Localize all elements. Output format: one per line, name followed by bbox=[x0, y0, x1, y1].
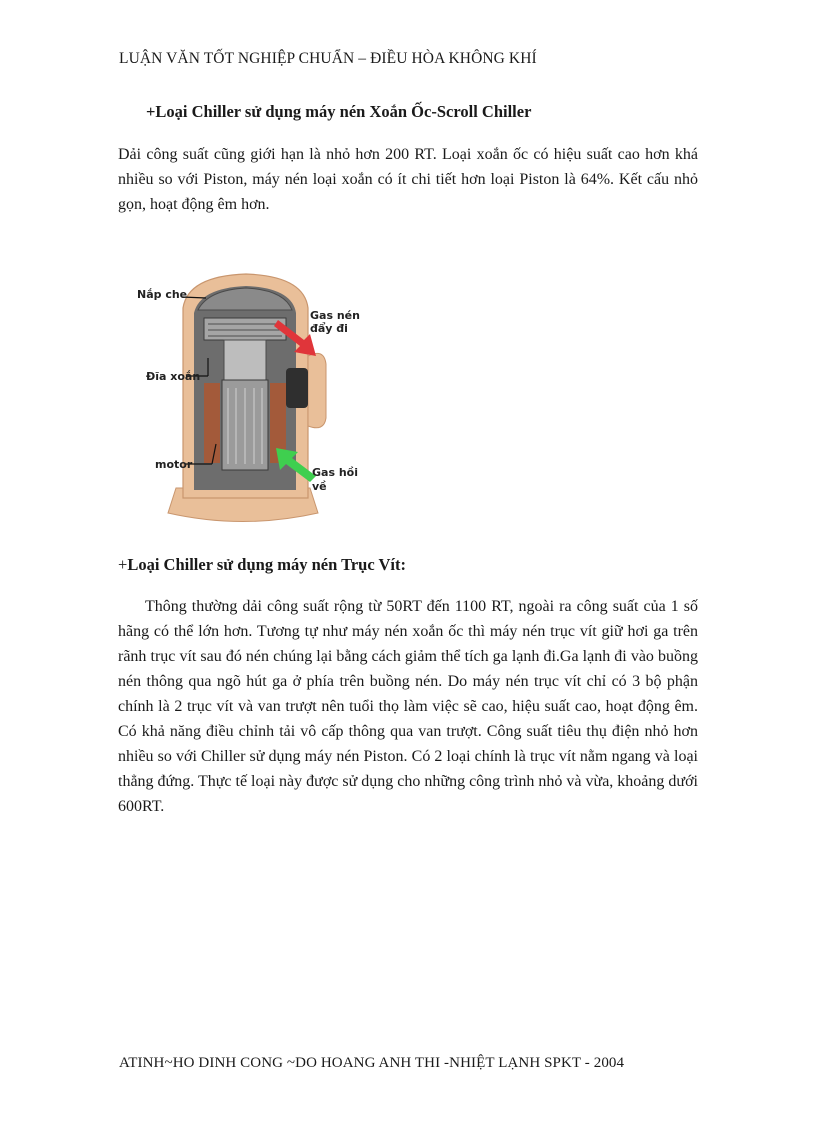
shaft-housing bbox=[224, 340, 266, 380]
label-gas-out-1: Gas nén bbox=[310, 309, 360, 322]
label-scroll: Đĩa xoắn bbox=[146, 370, 201, 383]
scroll-chiller-heading: +Loại Chiller sử dụng máy nén Xoắn Ốc-Scroll Chiller bbox=[146, 102, 532, 121]
label-cap: Nắp che bbox=[137, 288, 188, 301]
page-footer: ATINH~HO DINH CONG ~DO HOANG ANH THI -NHIỆT LẠNH SPKT - 2004 bbox=[119, 1055, 625, 1071]
screw-chiller-heading bbox=[118, 555, 406, 575]
label-motor: motor bbox=[155, 458, 193, 471]
scroll-compressor-illustration bbox=[128, 268, 360, 532]
page-header: LUẬN VĂN TỐT NGHIỆP CHUẨN – ĐIỀU HÒA KHÔNG KHÍ bbox=[119, 50, 537, 67]
terminal-box bbox=[308, 353, 326, 427]
label-gas-out-2: đẩy đi bbox=[310, 322, 348, 335]
heading-prefix: + bbox=[118, 555, 128, 574]
motor-windings-left bbox=[204, 383, 220, 463]
label-gas-in-2: về bbox=[312, 480, 327, 493]
label-gas-in-1: Gas hồi bbox=[312, 466, 358, 479]
screw-chiller-heading-text: Loại Chiller sử dụng máy nén Trục Vít: bbox=[127, 555, 406, 574]
scroll-chiller-paragraph: Dải công suất cũng giới hạn là nhỏ hơn 200 RT. Loại xoắn ốc có hiệu suất cao hơn khá nhiều so với Piston, máy nén loại xoắn có ít chi tiết hơn loại Piston là 64%. Kết cấu nhỏ gọn, hoạt động êm hơn. bbox=[118, 146, 698, 213]
scroll-compressor-figure bbox=[128, 268, 360, 532]
screw-chiller-paragraph: Thông thường dải công suất rộng từ 50RT đến 1100 RT, ngoài ra công suất của 1 số hãng có thể lớn hơn. Tương tự như máy nén xoắn ốc thì máy nén trục vít giữ hơi ga trên rãnh trục vít sau đó nén chúng lại bằng cách giảm thể tích ga lạnh đi.Ga lạnh đi vào buồng nén thông qua ngõ hút ga ở phía trên buồng nén. Do máy nén trục vít chỉ có 3 bộ phận chính là 2 trục vít và van trượt nên tuổi thọ làm việc sẽ cao, hiệu suất cao, hoạt động êm. Có khả năng điều chỉnh tải vô cấp thông qua van trượt. Công suất tiêu thụ điện nhỏ hơn nhiều so với Chiller sử dụng máy nén Piston. Có 2 loại chính là trục vít nằm ngang và loại thẳng đứng. Thực tế loại này được sử dụng cho những công trình nhỏ và vừa, khoảng dưới 600RT. bbox=[118, 598, 698, 815]
scroll-plates bbox=[204, 318, 286, 340]
